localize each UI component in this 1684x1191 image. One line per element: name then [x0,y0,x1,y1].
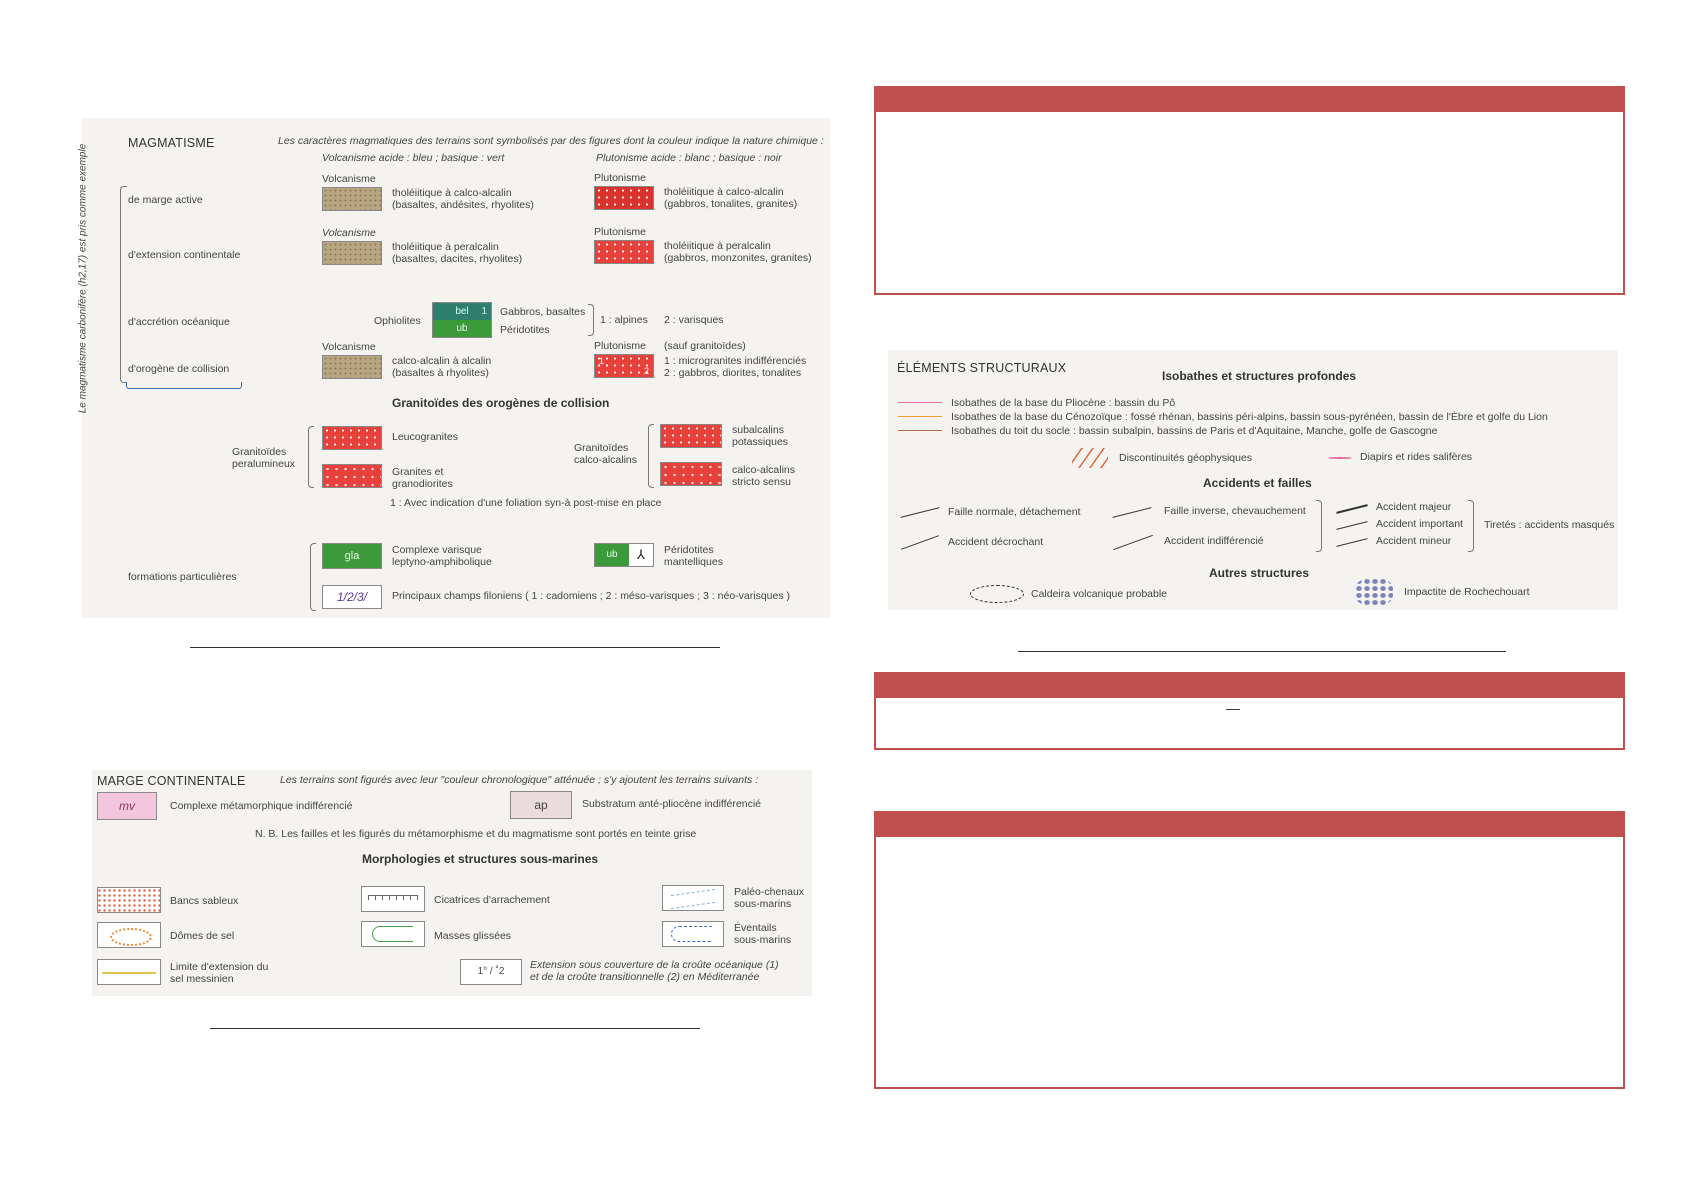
discontinuites-label: Discontinuités géophysiques [1119,452,1253,464]
mineur-label: Accident mineur [1376,535,1452,547]
swatch-granites [322,464,382,488]
domes-label: Dômes de sel [170,930,235,942]
text-extension-volcanisme: tholéiitique à peralcalin (basaltes, dacites, rhyolites) [392,241,523,265]
magmatisme-intro-plutonisme: Plutonisme acide : blanc ; basique : noir [596,152,782,164]
iso1-label: Isobathes de la base du Pliocène : bassin du Pô [951,397,1176,409]
subalcalins-label: subalcalins potassiques [732,424,789,448]
volcanisme-label-2: Volcanisme [322,227,376,239]
filons-label: Principaux champs filoniens ( 1 : cadomiens ; 2 : méso-varisques ; 3 : néo-varisques ) [392,590,791,602]
swatch-domes [97,922,161,948]
granites-label: Granites et granodiorites [392,466,453,490]
faille-inverse-label: Faille inverse, chevauchement [1164,505,1306,517]
swatch-extension-volcanisme [322,241,382,265]
swatch-marge-volcanisme [322,187,382,211]
masses-shape [372,926,413,942]
swatch-subalcalins [660,424,722,448]
panel-middle-dash: — [1226,700,1240,716]
caldeira-symbol [970,585,1024,603]
swatch-orogene-plutonisme [594,354,654,378]
peridotites-m-label: Péridotites mantelliques [664,544,723,568]
panel-top-header [876,88,1623,112]
granitoides-title: Granitoïdes des orogènes de collision [392,396,610,410]
magmatisme-intro: Les caractères magmatiques des terrains sont symbolisés par des figures dont la couleur indique la nature chimique : [278,135,824,147]
alpines-label: 1 : alpines [600,314,648,326]
cicatrices-label: Cicatrices d'arrachement [434,894,550,906]
dome-shape [110,928,152,946]
panel-top [874,86,1625,295]
magmatisme-intro-volcanisme: Volcanisme acide : bleu ; basique : vert [322,152,505,164]
text-orogene-plutonisme: 1 : microgranites indifférenciés 2 : gabbros, diorites, tonalites [664,355,807,379]
impactite-label: Impactite de Rochechouart [1404,586,1530,598]
cicatrices-line [368,895,418,900]
gabbros-label: Gabbros, basaltes [500,306,586,318]
ophiolites-label: Ophiolites [374,315,421,327]
complexe-label: Complexe varisque leptyno-amphibolique [392,544,492,568]
swatch-masses [361,921,425,947]
ophiolites-top [433,303,491,320]
swatch-eventails [662,921,724,947]
row-label-marge-active: de marge active [128,194,203,206]
swatch-leucogranites [322,426,382,450]
faille-normale-label: Faille normale, détachement [948,506,1081,518]
varisques-label: 2 : varisques [664,314,724,326]
eventails-shape [671,926,712,942]
plutonisme-label-3: Plutonisme [594,340,646,352]
ub-white: ⅄ [629,544,653,566]
formations-brace [310,543,316,611]
swatch-ap: ap [510,791,572,819]
majeur-label: Accident majeur [1376,501,1452,513]
foliation-note: 1 : Avec indication d'une foliation syn-à post-mise en place [390,497,662,509]
sauf-granitoides: (sauf granitoïdes) [664,340,746,352]
text-extension-plutonisme: tholéiitique à peralcalin (gabbros, monzonites, granites) [664,240,812,264]
important-label: Accident important [1376,518,1463,530]
ophiolites-top-num: 1 [481,306,487,317]
structuraux-title: ÉLÉMENTS STRUCTURAUX [897,361,1067,375]
panel-bottom-header [876,813,1623,837]
marge-underline [210,1028,700,1029]
leucogranites-label: Leucogranites [392,431,458,443]
row-label-accretion: d'accrétion océanique [128,316,230,328]
impactite-symbol [1355,578,1393,606]
ophiolites-bottom: ub [433,320,491,337]
iso3-line [898,430,942,431]
accidents-right-brace [1468,500,1474,552]
diapirs-label: Diapirs et rides salifères [1360,451,1473,463]
row-label-extension: d'extension continentale [128,249,241,261]
text-marge-volcanisme: tholéiitique à calco-alcalin (basaltes, andésites, rhyolites) [392,187,534,211]
swatch-limite [97,959,161,985]
autres-title: Autres structures [1209,566,1310,580]
isobathes-title: Isobathes et structures profondes [1162,369,1357,383]
iso2-line [898,416,942,417]
limite-line [102,972,156,974]
indifferencie-label: Accident indifférencié [1164,535,1264,547]
panel-bottom [874,811,1625,1089]
paleo-lines [671,889,715,909]
swatch-bancs [97,887,161,913]
iso2-label: Isobathes de la base du Cénozoïque : fossé rhénan, bassins péri-alpins, bassin sous-pyrénéen, bassin de l'Èbre et golfe du Lion [951,411,1548,423]
swatch-marge-plutonisme [594,186,654,210]
ub-green: ub [595,544,629,566]
magmatisme-underline [190,647,720,648]
swatch-cicatrices [361,886,425,912]
structuraux-underline [1018,651,1506,652]
swatch-filons: 1/2/3/ [322,585,382,609]
panel-middle-header [876,674,1623,698]
tiretes-label: Tiretés : accidents masqués [1484,519,1615,531]
paleo-label: Paléo-chenaux sous-marins [734,886,805,910]
volcanisme-label: Volcanisme [322,173,376,185]
magmatisme-title: MAGMATISME [128,136,215,150]
eventails-label: Éventails sous-marins [734,922,792,946]
peralumineux-label: Granitoïdes peralumineux [232,446,296,470]
accidents-left-brace [1316,500,1322,552]
swatch-extension: 1° / ˚2 [460,959,522,985]
discontinuites-symbol [1072,448,1108,468]
iso3-label: Isobathes du toit du socle : bassin subalpin, bassins de Paris et d'Aquitaine, Manche, golfe de Gascogne [951,425,1438,437]
decrochant-label: Accident décrochant [948,536,1044,548]
panel-middle [874,672,1625,750]
swatch-calco-stricto [660,462,722,486]
swatch-mv: mv [97,792,157,820]
marge-intro: Les terrains sont figurés avec leur "couleur chronologique" atténuée ; s'y ajoutent les terrains suivants : [280,774,759,786]
morpho-title: Morphologies et structures sous-marines [362,852,599,866]
calcoalcalins-label: Granitoïdes calco-alcalins [574,442,638,466]
calcoalcalins-brace [648,424,654,488]
accidents-title: Accidents et failles [1203,476,1312,490]
swatch-extension-plutonisme [594,240,654,264]
ap-label: Substratum anté-pliocène indifférencié [582,798,761,810]
swatch-paleo [662,885,724,911]
iso1-line [898,402,942,403]
row-label-orogene: d'orogène de collision [128,363,230,375]
limite-label: Limite d'extension du sel messinien [170,961,269,985]
calco-stricto-label: calco-alcalins stricto sensu [732,464,796,488]
magmatisme-rows-brace [120,186,127,383]
bancs-label: Bancs sableux [170,895,239,907]
marge-nb: N. B. Les failles et les figurés du métamorphisme et du magmatisme sont portés en teinte grise [255,828,697,840]
plutonisme-label-2: Plutonisme [594,226,646,238]
swatch-gla: gla [322,543,382,569]
volcanisme-label-3: Volcanisme [322,341,376,353]
orogene-plutonisme-1: 1 [599,356,605,366]
orogene-plutonisme-2: 2 [643,366,649,376]
peridotites-label: Péridotites [500,324,550,336]
diapirs-line [1328,457,1352,459]
ophiolites-top-code: bel [455,306,469,317]
swatch-ophiolites [432,302,492,338]
mv-label: Complexe métamorphique indifférencié [170,800,353,812]
extension-label: Extension sous couverture de la croûte océanique (1) et de la croûte transitionnelle (2) en Méditerranée [530,959,779,983]
swatch-orogene-volcanisme [322,355,382,379]
swatch-ub [594,543,654,567]
plutonisme-label: Plutonisme [594,172,646,184]
formations-label: formations particulières [128,571,237,583]
text-orogene-volcanisme: calco-alcalin à alcalin (basaltes à rhyolites) [392,355,492,379]
peralumineux-brace [308,426,314,488]
marge-title: MARGE CONTINENTALE [97,774,246,788]
magmatisme-bottom-brace [126,382,242,389]
magmatisme-side-label: Le magmatisme carbonifère (h2,17) est pris comme exemple [77,143,89,414]
caldeira-label: Caldeira volcanique probable [1031,588,1168,600]
ophiolites-brace [588,304,594,336]
masses-label: Masses glissées [434,930,512,942]
text-marge-plutonisme: tholéiitique à calco-alcalin (gabbros, tonalites, granites) [664,186,798,210]
